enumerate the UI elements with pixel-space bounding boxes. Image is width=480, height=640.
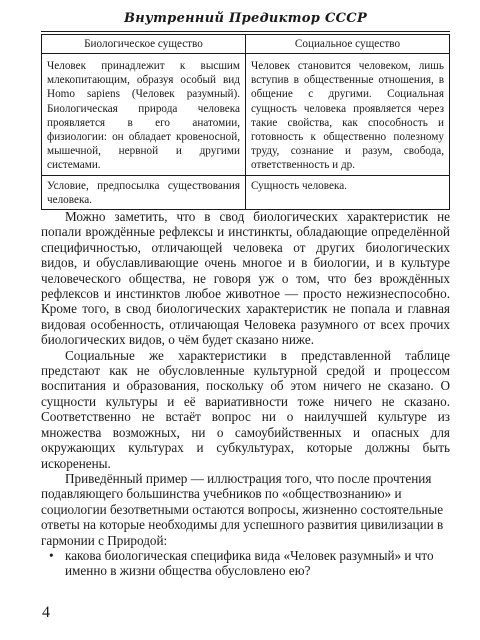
paragraph: Социальные же характеристики в представленной таблице предстают как не обусловленные культурной средой и процессом воспитания и образования, поскольку об этом ничего не сказано. О сущности культуры и её вариативности тоже ничего не сказано. Соответственно не встаёт вопрос ни о наилучшей культуре из множества возможных, ни о самоубийственных и опасных для окружающих культурах и субкультурах, которые должны быть искоренены. — [41, 347, 450, 471]
table-cell-biological-definition: Человек принадлежит к высшим млекопитающим, образуя особый вид Homo sapiens (Человек разумный). Биологическая природа человека проявляется в его анатомии, физиологии: он обладает кровеносной, мышечной, нервной и другими системами. — [42, 54, 246, 176]
column-header-biological: Биологическое существо — [42, 35, 246, 54]
table-header-row — [42, 35, 450, 54]
bullet-text: какова биологическая специфика вида «Человек разумный» и что именно в жизни общества обусловлено ею? — [65, 547, 434, 579]
page-number: 4 — [42, 604, 50, 621]
header-rule — [41, 31, 450, 32]
table-row — [42, 175, 450, 209]
table-cell-social-role: Сущность человека. — [246, 175, 450, 209]
bullet-item — [41, 548, 450, 579]
paragraph: Приведённый пример — иллюстрация того, что после прочтения подавляющего большинства учебников по «обществознанию» и социологии безответными остаются вопросы, жизненно состоятельные ответы на которые необходимы для успешного развития цивилизации в гармонии с Природой: — [41, 470, 444, 548]
table-row — [42, 54, 450, 176]
comparison-table — [41, 34, 450, 210]
table-cell-biological-role: Условие, предпосылка существования человека. — [42, 175, 246, 209]
running-header: Внутренний Предиктор СССР — [123, 11, 368, 26]
table-cell-social-definition: Человек становится человеком, лишь вступив в общественные отношения, в общение с другими. Социальная сущность человека проявляется через такие свойства, как способность и готовность к общественно полезному труду, сознание и разум, свобода, ответственность и др. — [246, 54, 450, 176]
column-header-social: Социальное существо — [246, 35, 450, 54]
bullet-marker: • — [49, 547, 54, 563]
body-text — [41, 209, 450, 579]
paragraph: Можно заметить, что в свод биологических характеристик не попали врождённые рефлексы и инстинкты, обладающие определённой специфичностью, отличающей человека от других биологических видов, и обуславливающие очень многое и в биологии, и в культуре человеческого общества, не говоря уж о том, что без врождённых рефлексов и инстинктов любое животное — просто нежизнеспособно. Кроме того, в свод биологических характеристик не попала и главная видовая особенность, отличающая Человека разумного от всех прочих биологических видов, о чём будет сказано ниже. — [41, 209, 450, 348]
